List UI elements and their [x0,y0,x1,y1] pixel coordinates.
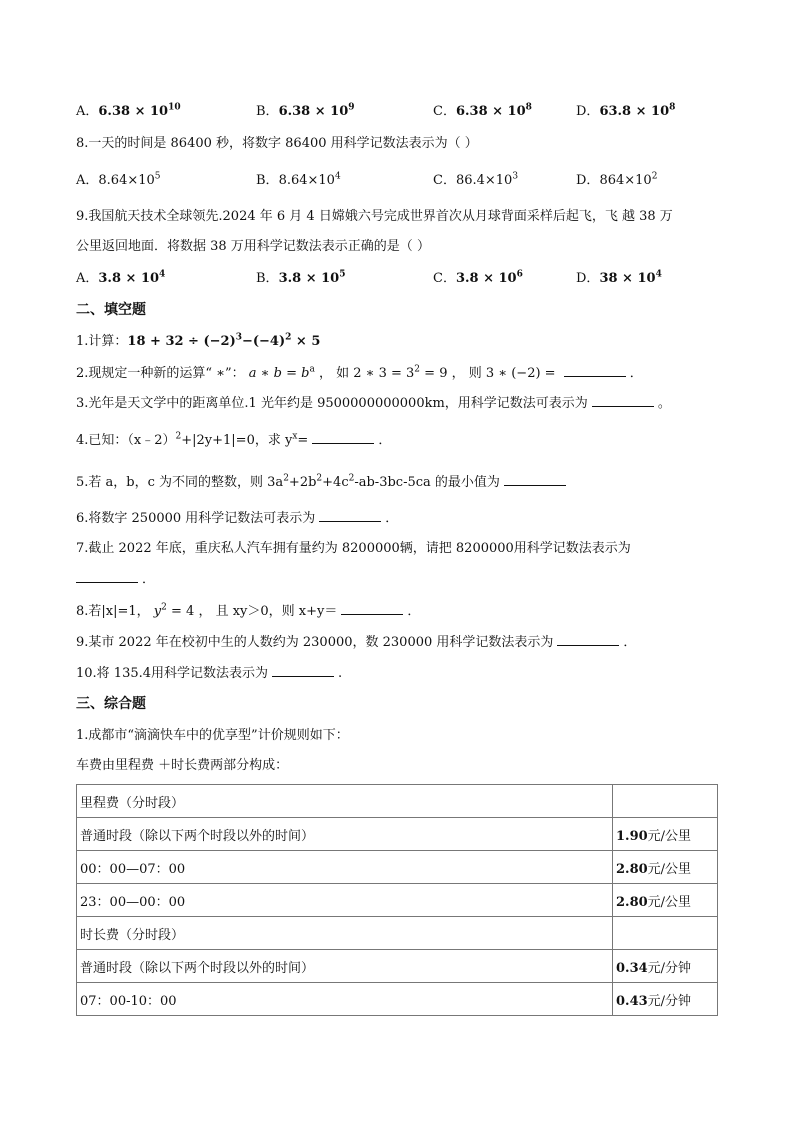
answer-blank[interactable] [341,602,403,615]
fill-q9: 9.某市 2022 年在校初中生的人数约为 230000，数 230000 用科学记数法表示为 ． [76,635,637,650]
fill-q5: 5.若 a，b，c 为不同的整数，则 $3a^2+2b^2+4c^2-ab-3bc-5ca$ 的最小值为 [76,473,570,492]
table-cell: 里程费（分时段） [77,785,613,818]
q9-option-c: C．$3.8 \times 10^6$ [433,269,523,286]
comp-q1-line2: 车费由里程费 ＋时长费两部分构成： [76,758,289,773]
answer-blank[interactable] [557,633,619,646]
option-d: D．$63.8 \times 10^8$ [576,102,676,119]
section-title-fill-blank: 二、填空题 [76,302,146,318]
table-cell: 普通时段（除以下两个时段以外的时间） [77,950,613,983]
table-cell: 0.34元/分钟 [613,950,718,983]
q8-option-c: C．$86.4\times 10^3$ [433,171,519,188]
table-row [77,917,718,950]
fill-q10: 10.将 135.4用科学记数法表示为 . [76,666,343,681]
fill-q4: 4.已知：（x﹣2）$^2$+|2y+1|=0，求 $y^x=$ ． [76,431,392,448]
q8-option-a: A．$8.64\times 10^5$ [76,171,161,188]
table-cell: 2.80元/公里 [613,851,718,884]
answer-blank[interactable] [564,364,626,377]
table-cell: 0.43元/分钟 [613,983,718,1016]
table-cell [613,917,718,950]
fill-q6: 6.将数字 250000 用科学记数法可表示为 ． [76,511,399,526]
table-cell: 23：00—00：00 [77,884,613,917]
table-cell: 07：00-10：00 [77,983,613,1016]
q9-option-a: A．$3.8 \times 10^4$ [76,269,166,286]
answer-blank[interactable] [76,570,138,583]
option-c: C．$6.38 \times 10^8$ [433,102,532,119]
table-row [77,785,718,818]
answer-blank[interactable] [504,473,566,486]
table-cell: 00：00—07：00 [77,851,613,884]
table-row [77,851,718,884]
fare-table [76,784,718,1016]
fill-q7-line1: 7.截止 2022 年底，重庆私人汽车拥有量约为 8200000辆，请把 8200000用科学记数法表示为 [76,541,631,556]
table-cell [613,785,718,818]
section-title-comprehensive: 三、综合题 [76,696,146,712]
fill-q7-line2: ． [76,570,155,589]
option-b: B．$6.38 \times 10^9$ [256,102,355,119]
table-row [77,950,718,983]
table-row [77,884,718,917]
q9-stem-line1: 9.我国航天技术全球领先.2024 年 6 月 4 日嫦娥六号完成世界首次从月球背面采样后起飞，飞 越 38 万 [76,209,673,224]
comp-q1-line1: 1.成都市“滴滴快车中的优享型”计价规则如下： [76,728,349,743]
answer-blank[interactable] [272,664,334,677]
fill-q1: 1.计算：$18 + 32 \div (-2)^3-(-4)^2 \times 5$ [76,332,321,349]
q8-option-b: B．$8.64\times 10^4$ [256,171,341,188]
table-cell: 1.90元/公里 [613,818,718,851]
q8-stem: 8.一天的时间是 86400 秒，将数字 86400 用科学记数法表示为（ ） [76,136,478,151]
fill-q3: 3.光年是天文学中的距离单位.1 光年约是 9500000000000km，用科学记数法可表示为 。 [76,396,671,411]
table-row [77,983,718,1016]
answer-blank[interactable] [312,431,374,444]
q9-option-d: D．$38 \times 10^4$ [576,269,662,286]
answer-blank[interactable] [319,509,381,522]
fill-q8: 8.若|x|=1， $y^2 = 4$ ， 且 xy＞0，则 x+y＝ ． [76,602,421,619]
table-cell: 时长费（分时段） [77,917,613,950]
answer-blank[interactable] [592,394,654,407]
q9-option-b: B．$3.8 \times 10^5$ [256,269,346,286]
fill-q2: 2.现规定一种新的运算“ ∗”： a ∗ $b = b^a$ ， 如 2 ∗ $3 = 3^2 = 9$ ， 则 3 ∗ (−2) = ． [76,364,643,381]
table-row [77,818,718,851]
table-cell: 2.80元/公里 [613,884,718,917]
table-cell: 普通时段（除以下两个时段以外的时间） [77,818,613,851]
q8-option-d: D．$864\times 10^2$ [576,171,658,188]
q9-stem-line2: 公里返回地面．将数据 38 万用科学记数法表示正确的是（ ） [76,239,430,254]
option-a: A．$6.38 \times 10^{10}$ [76,102,181,119]
